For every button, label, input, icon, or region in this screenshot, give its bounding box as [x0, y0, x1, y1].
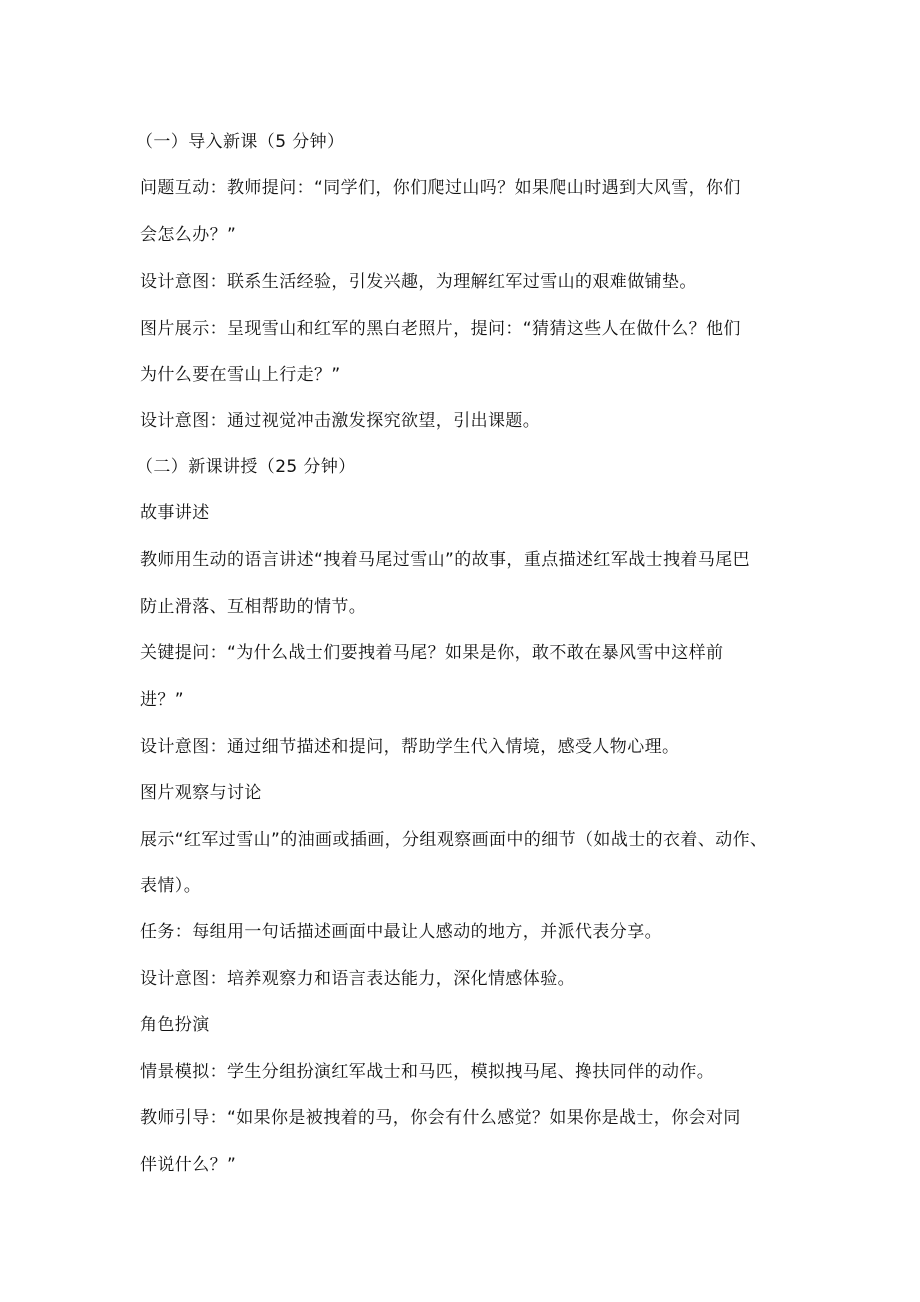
- paragraph-line: 问题互动：教师提问：“同学们，你们爬过山吗？如果爬山时遇到大风雪，你们: [140, 178, 741, 198]
- paragraph-line: 为什么要在雪山上行走？”: [140, 365, 341, 385]
- paragraph-line: 设计意图：联系生活经验，引发兴趣，为理解红军过雪山的艰难做铺垫。: [140, 272, 697, 292]
- paragraph-line: 教师用生动的语言讲述“拽着马尾过雪山”的故事，重点描述红军战士拽着马尾巴: [140, 550, 751, 570]
- paragraph-line: 教师引导：“如果你是被拽着的马，你会有什么感觉？如果你是战士，你会对同: [140, 1108, 741, 1128]
- paragraph-line: 图片展示：呈现雪山和红军的黑白老照片，提问：“猜猜这些人在做什么？他们: [140, 319, 741, 339]
- paragraph-line: 会怎么办？”: [140, 225, 237, 245]
- paragraph-line: 进？”: [140, 690, 185, 710]
- paragraph-line: 设计意图：培养观察力和语言表达能力，深化情感体验。: [140, 969, 575, 989]
- paragraph-line: 设计意图：通过视觉冲击激发探究欲望，引出课题。: [140, 411, 541, 431]
- section-heading-teaching: （二）新课讲授（25 分钟）: [136, 457, 356, 477]
- paragraph-line: 展示“红军过雪山”的油画或插画，分组观察画面中的细节（如战士的衣着、动作、: [140, 830, 768, 850]
- paragraph-line: 任务：每组用一句话描述画面中最让人感动的地方，并派代表分享。: [140, 922, 662, 942]
- paragraph-line: 防止滑落、互相帮助的情节。: [140, 597, 367, 617]
- paragraph-line: 设计意图：通过细节描述和提问，帮助学生代入情境，感受人物心理。: [140, 737, 680, 757]
- paragraph-line: 伴说什么？”: [140, 1155, 237, 1175]
- section-heading-intro: （一）导入新课（5 分钟）: [136, 132, 345, 152]
- paragraph-line: 情景模拟：学生分组扮演红军战士和马匹，模拟拽马尾、搀扶同伴的动作。: [140, 1062, 715, 1082]
- paragraph-line: 表情）。: [140, 876, 202, 896]
- subheading-role-play: 角色扮演: [140, 1015, 210, 1035]
- subheading-story: 故事讲述: [140, 503, 210, 523]
- paragraph-line: 关键提问：“为什么战士们要拽着马尾？如果是你，敢不敢在暴风雪中这样前: [140, 643, 724, 663]
- subheading-picture-discussion: 图片观察与讨论: [140, 783, 262, 803]
